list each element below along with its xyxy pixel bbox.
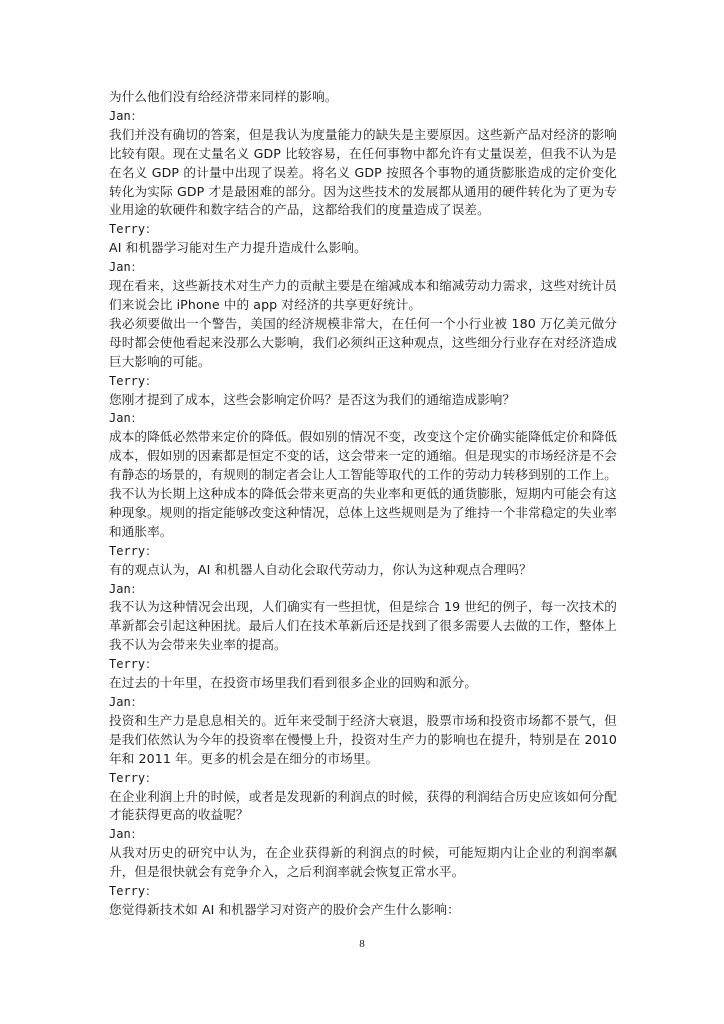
speaker-label: Terry： (109, 222, 158, 237)
page-number: 8 (359, 938, 365, 950)
paragraph: 从我对历史的研究中认为，在企业获得新的利润点的时候，可能短期内让企业的利润率飙升，但是很快就会有竞争介入，之后利润率就会恢复正常水平。 (109, 845, 617, 880)
paragraph: 我不认为这种情况会出现，人们确实有一些担忧，但是综合 19 世纪的例子，每一次技术的革新都会引起这种困扰。最后人们在技术革新后还是找到了很多需要人去做的工作，整体上我不认为会带来失业率的提高。 (109, 599, 617, 653)
paragraph: 成本的降低必然带来定价的降低。假如别的情况不变，改变这个定价确实能降低定价和降低成本，假如别的因素都是恒定不变的话，这会带来一定的通缩。但是现实的市场经济是不会有静态的场景的，有规则的制定者会让人工智能等取代的工作的劳动力转移到别的工作上。我不认为长期上这种成本的降低会带来更高的失业率和更低的通货膨胀，短期内可能会有这种现象。规则的指定能够改变这种情况，总体上这些规则是为了维持一个非常稳定的失业率和通胀率。 (109, 429, 617, 539)
paragraph: 您刚才提到了成本，这些会影响定价吗？是否这为我们的通缩造成影响？ (109, 391, 516, 407)
paragraph: 有的观点认为，AI 和机器人自动化会取代劳动力，你认为这种观点合理吗？ (109, 561, 532, 577)
page-body (109, 88, 617, 920)
paragraph: 投资和生产力是息息相关的。近年来受制于经济大衰退，股票市场和投资市场都不景气，但是我们依然认为今年的投资率在慢慢上升，投资对生产力的影响也在提升，特别是在 2010 年和 2011 年。更多的机会是在细分的市场里。 (109, 712, 617, 766)
paragraph: 为什么他们没有给经济带来同样的影响。 (109, 89, 338, 104)
speaker-label: Terry： (109, 543, 158, 558)
speaker-label: Jan： (109, 827, 143, 842)
speaker-label: Jan： (109, 411, 143, 426)
paragraph: 在过去的十年里，在投资市场里我们看到很多企业的回购和派分。 (109, 675, 478, 691)
speaker-label: Jan： (109, 695, 143, 709)
speaker-label: Jan： (109, 260, 143, 275)
speaker-label: Jan： (109, 108, 143, 123)
paragraph: 您觉得新技术如 AI 和机器学习对资产的股价会产生什么影响： (109, 901, 460, 917)
speaker-label: Terry： (109, 373, 158, 388)
speaker-label: Jan： (109, 581, 143, 596)
paragraph: 在企业利润上升的时候，或者是发现新的利润点的时候，获得的利润结合历史应该如何分配才能获得更高的收益呢？ (109, 788, 617, 823)
paragraph: 现在看来，这些新技术对生产力的贡献主要是在缩减成本和缩减劳动力需求，这些对统计员们来说会比 iPhone 中的 app 对经济的共享更好统计。 (109, 278, 617, 312)
speaker-label: Terry： (109, 884, 158, 899)
speaker-label: Terry： (109, 770, 158, 785)
paragraph: 我必须要做出一个警告，美国的经济规模非常大，在任何一个小行业被 180 万亿美元做分母时都会使他看起来没那么大影响，我们必须纠正这种观点，这些细分行业存在对经济造成巨大影响的可能。 (109, 315, 617, 369)
paragraph: 我们并没有确切的答案，但是我认为度量能力的缺失是主要原因。这些新产品对经济的影响比较有限。现在丈量名义 GDP 比较容易，在任何事物中都允许有丈量误差，但我不认为是在名义 GDP 的计量中出现了误差。将名义 GDP 按照各个事物的通货膨胀造成的定价变化转化为实际 GDP 才是最困难的部分。因为这些技术的发展都从通用的硬件转化为了更为专业用途的软硬件和数字结合的产品，这都给我们的度量造成了误差。 (109, 126, 617, 218)
speaker-label: Terry： (109, 657, 158, 672)
paragraph: AI 和机器学习能对生产力提升造成什么影响。 (109, 240, 367, 256)
